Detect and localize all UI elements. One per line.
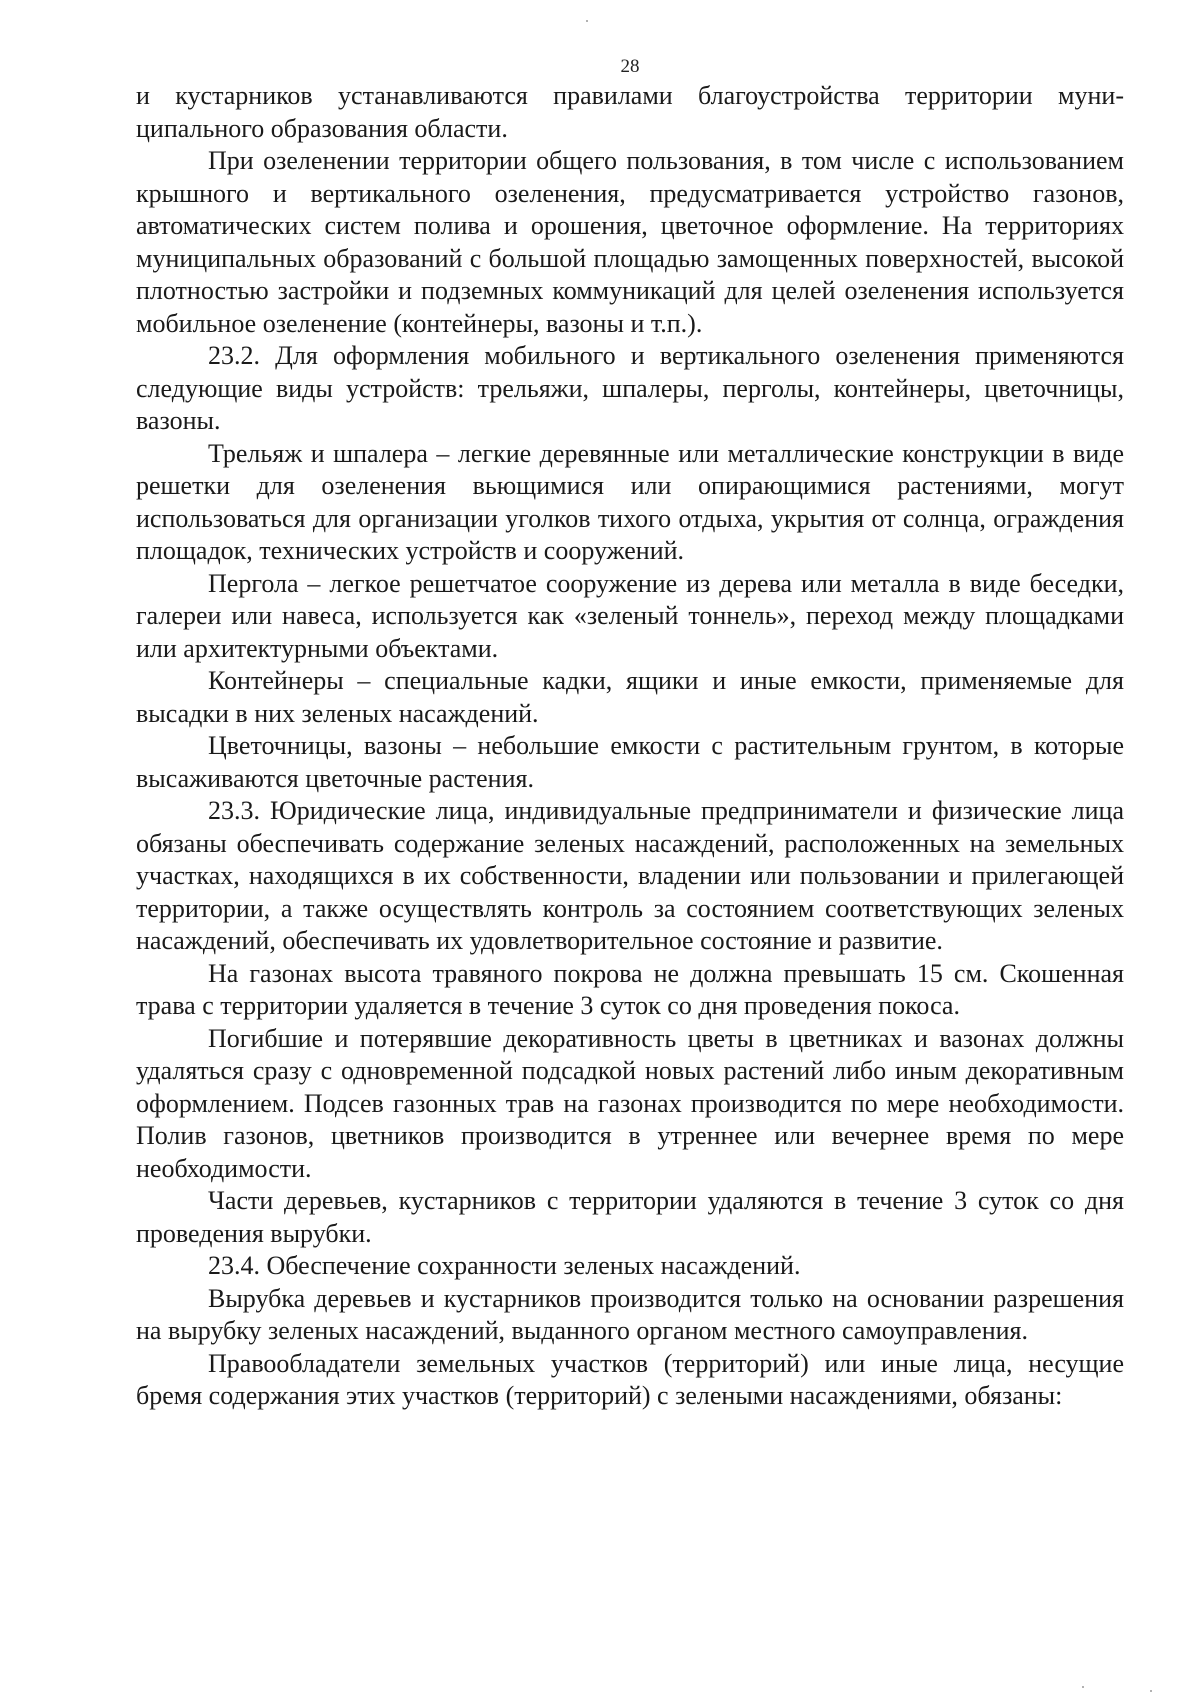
paragraph: Контейнеры – специальные кадки, ящики и иные емкости, применяемые для высадки в них зеленых насаждений. xyxy=(136,666,1124,728)
paragraph: Вырубка деревьев и кустарников производится только на основании разрешения на вырубку зеленых насаждений, выданного органом местного самоуправления. xyxy=(136,1283,1124,1345)
section-paragraph: 23.3. Юридические лица, индивидуальные предприниматели и физические лица обязаны обеспечивать содержание зеленых насаждений, расположенных на земельных участках, находящихся в их собственности, владении или пользовании и прилегающей территории, а также осуществлять контроль за состоянием соответствующих зеленых насаждений, обеспечивать их удовлетворительное состояние и развитие. xyxy=(136,796,1124,955)
document-body xyxy=(136,80,1124,1413)
paragraph: Части деревьев, кустарников с территории удаляются в течение 3 суток со дня проведения вырубки. xyxy=(136,1186,1124,1248)
scan-speck xyxy=(1150,1690,1152,1692)
paragraph: Погибшие и потерявшие декоративность цветы в цветниках и вазонах должны удаляться сразу с одновременной подсадкой новых растений либо иным декоративным оформлением. Подсев газонных трав на газонах производится по мере необходимости. Полив газонов, цветников производится в утреннее или вечернее время по мере необходимости. xyxy=(136,1023,1124,1183)
paragraph: и кустарников устанавливаются правилами благоустройства территории муниципального образования области. xyxy=(136,81,1124,143)
scan-speck xyxy=(1082,1686,1084,1688)
paragraph: На газонах высота травяного покрова не должна превышать 15 см. Скошенная трава с территории удаляется в течение 3 суток со дня проведения покоса. xyxy=(136,958,1124,1020)
paragraph: Трельяж и шпалера – легкие деревянные или металлические конструкции в виде решетки для озеленения вьющимися или опирающимися растениями, могут использоваться для организации уголков тихого отдыха, укрытия от солнца, ограждения площадок, технических устройств и сооружений. xyxy=(136,438,1124,565)
section-heading: 23.4. Обеспечение сохранности зеленых насаждений. xyxy=(208,1251,801,1280)
section-paragraph: 23.2. Для оформления мобильного и вертикального озеленения применяются следующие виды устройств: трельяжи, шпалеры, перголы, контейнеры, цветочницы, вазоны. xyxy=(136,341,1124,435)
paragraph: Правообладатели земельных участков (территорий) или иные лица, несущие бремя содержания этих участков (территорий) с зелеными насаждениями, обязаны: xyxy=(136,1348,1124,1410)
scan-speck xyxy=(586,20,588,22)
paragraph: Цветочницы, вазоны – небольшие емкости с растительным грунтом, в которые высаживаются цветочные растения. xyxy=(136,731,1124,793)
page-number: 28 xyxy=(620,56,640,77)
paragraph: Пергола – легкое решетчатое сооружение из дерева или металла в виде беседки, галереи или навеса, используется как «зеленый тоннель», переход между площадками или архитектурными объектами. xyxy=(136,568,1124,663)
paragraph: При озеленении территории общего пользования, в том числе с использованием крышного и вертикального озеленения, предусматривается устройство газонов, автоматических систем полива и орошения, цветочное оформление. На территориях муниципальных образований с большой площадью замощенных поверхностей, высокой плотностью застройки и подземных коммуникаций для целей озеленения используется мобильное озеленение (контейнеры, вазоны и т.п.). xyxy=(136,146,1124,338)
